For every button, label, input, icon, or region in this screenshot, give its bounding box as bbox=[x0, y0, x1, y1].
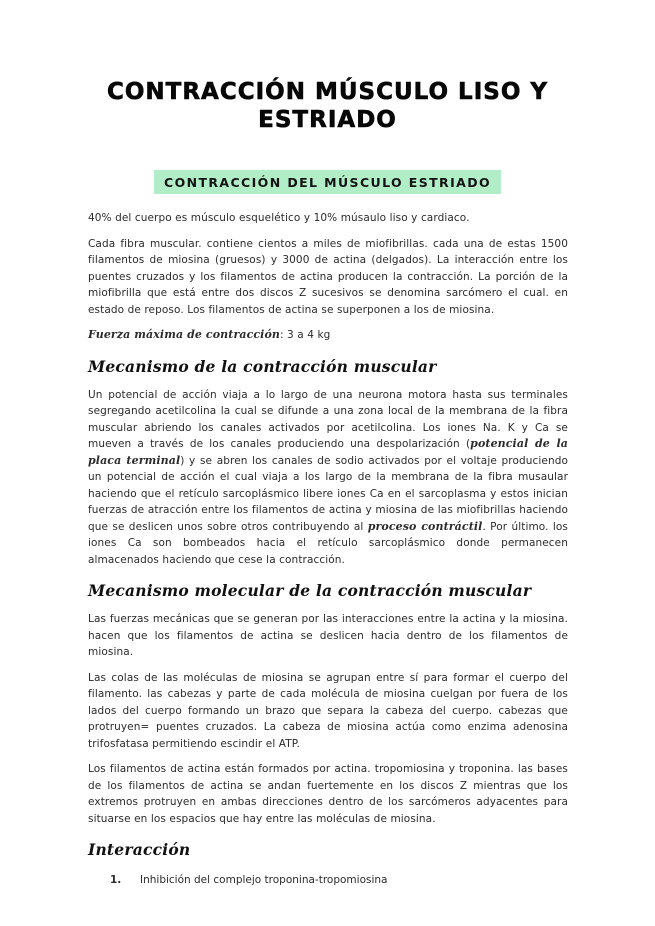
list-item bbox=[110, 872, 568, 888]
paragraph-colas-miosina: Las colas de las moléculas de miosina se agrupan entre sí para formar el cuerpo del filamento. las cabezas y parte de cada molécula de miosina cuelgan por fuera de los lados del cuerpo formando un brazo que separa la cabeza del cuerpo. cabezas que protruyen= puentes cruzados. La cabeza de miosina actúa como enzima adenosina trifosfatasa permitiendo escindir el ATP. bbox=[88, 671, 568, 750]
paragraph-fuerzas-mecanicas: Las fuerzas mecánicas que se generan por las interacciones entre la actina y la miosina. hacen que los filamentos de actina se deslicen hacia dentro de los filamentos de miosina. bbox=[88, 613, 568, 658]
mecanismo-bold-proceso-contractil: proceso contráctil bbox=[367, 519, 483, 533]
fuerza-maxima-value: : 3 a 4 kg bbox=[279, 329, 331, 341]
mecanismo-text-1: Un potencial de acción viaja a lo largo de una neurona motora hasta sus terminales segregando acetilcolina la cual se difunde a una zona local de la membrana de la fibra muscular abriendo los canales activados por acetilcolina. Los iones Na. K y Ca se mueven a través de los canales produciendo una despolarización ( bbox=[88, 388, 568, 450]
fuerza-maxima-label: Fuerza máxima de contracción bbox=[88, 328, 280, 341]
paragraph-filamentos-actina: Los filamentos de actina están formados por actina. tropomiosina y troponina. las bases de los filamentos de actina se andan fuertemente en los discos Z mientras que los extremos protruyen en ambas direcciones dentro de los sarcómeros adyacentes para situarse en los espacios que hay entre las moléculas de miosina. bbox=[88, 763, 568, 825]
section-heading-highlighted: CONTRACCIÓN DEL MÚSCULO ESTRIADO bbox=[154, 170, 501, 194]
heading-mecanismo-contraccion: Mecanismo de la contracción muscular bbox=[88, 356, 437, 376]
heading-mecanismo-molecular: Mecanismo molecular de la contracción muscular bbox=[88, 581, 532, 600]
list-item-number: 1. bbox=[110, 874, 122, 886]
page-title: CONTRACCIÓN MÚSCULO LISO Y ESTRIADO bbox=[106, 79, 549, 133]
list-item-text: Inhibición del complejo troponina-tropomiosina bbox=[140, 874, 388, 886]
paragraph-intro-percentages: 40% del cuerpo es músculo esquelético y 10% músaulo liso y cardiaco. bbox=[88, 212, 470, 224]
paragraph-potencial-accion bbox=[88, 387, 568, 569]
mecanismo-bold-placa-terminal: potencial de la placa terminal bbox=[88, 437, 568, 467]
numbered-list bbox=[110, 872, 568, 888]
paragraph-fibra-muscular: Cada fibra muscular. contiene cientos a miles de miofibrillas. cada una de estas 1500 filamentos de miosina (gruesos) y 3000 de actina (delgados). La interacción entre los puentes cruzados y los filamentos de actina producen la contracción. La porción de la miofibrilla que está entre dos discos Z sucesivos se denomina sarcómero el cual. en estado de reposo. Los filamentos de actina se superponen a los de miosina. bbox=[88, 237, 568, 316]
paragraph-fuerza-maxima bbox=[88, 327, 568, 344]
mecanismo-text-3: . Por último. los iones Ca son bombeados hacia el retículo sarcoplásmico donde permanecen almacenados haciendo que cese la contracción. bbox=[88, 520, 568, 566]
section-banner-row bbox=[0, 170, 655, 194]
document-page bbox=[0, 78, 655, 926]
heading-interaccion: Interacción bbox=[88, 840, 191, 859]
mecanismo-text-2: ) y se abren los canales de sodio activados por el voltaje produciendo un potencial de acción el cual viaja a los largo de la membrana de la fibra musaular haciendo que el retículo sarcoplásmico libere iones Ca en el sarcoplasma y estos inician fuerzas de atracción entre los filamentos de actina y miosina de las miofibrillas haciendo que se deslicen unos sobre otros contribuyendo al bbox=[88, 454, 568, 533]
document-body bbox=[88, 210, 568, 888]
